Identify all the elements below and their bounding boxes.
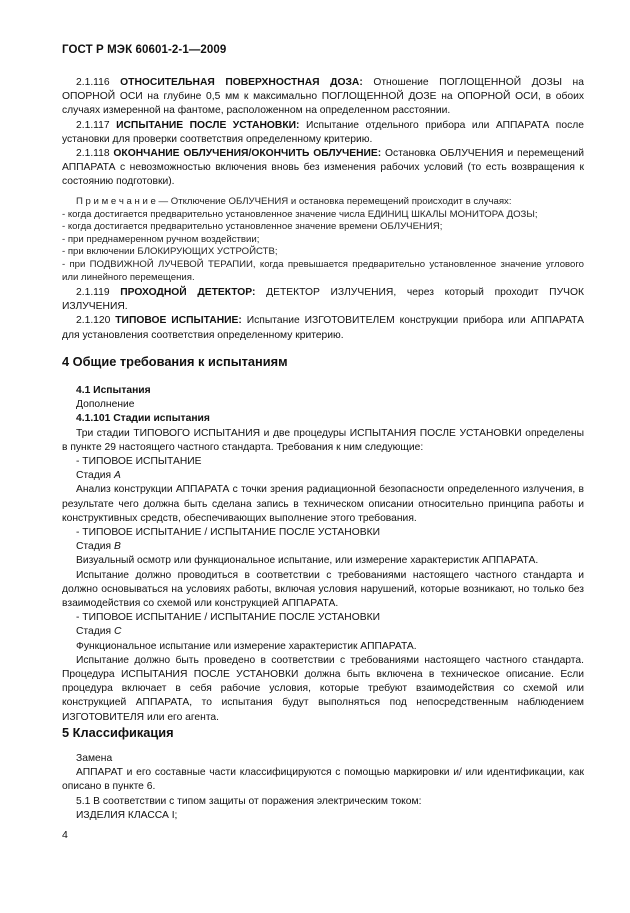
stage-c-type: - ТИПОВОЕ ИСПЫТАНИЕ / ИСПЫТАНИЕ ПОСЛЕ УСТАНОВКИ: [76, 612, 380, 624]
definition-text: Испытание отдельного прибора или АППАРАТА после установки для проверки соответствия определенному критерию.: [62, 119, 584, 145]
definition-number: 2.1.116: [76, 77, 110, 88]
stage-word: Стадия: [76, 626, 112, 638]
definition-text: Остановка ОБЛУЧЕНИЯ и перемещений АППАРАТА с невозможностью включения вновь без изменения рабочих условий (то есть возвращения к состоянию подготовки).: [62, 148, 584, 188]
document-header: ГОСТ Р МЭК 60601-2-1—2009: [62, 44, 227, 56]
stages-intro: Три стадии ТИПОВОГО ИСПЫТАНИЯ и две процедуры ИСПЫТАНИЯ ПОСЛЕ УСТАНОВКИ определены в пункте 29 настоящего частного стандарта. Требования к ним следующие:: [62, 427, 584, 453]
subsection-4-1-101-title: 4.1.101 Стадии испытания: [76, 413, 210, 425]
stage-letter: А: [113, 470, 121, 482]
definition-term: ОКОНЧАНИЕ ОБЛУЧЕНИЯ/ОКОНЧИТЬ ОБЛУЧЕНИЕ:: [113, 148, 382, 160]
stage-c-text-1: Функциональное испытание или измерение характеристик АППАРАТА.: [76, 640, 417, 652]
definition-2-1-120: [62, 314, 584, 342]
page-number: 4: [62, 829, 68, 841]
section-4-title: 4 Общие требования к испытаниям: [62, 354, 288, 369]
note-item: - когда достигается предварительно установленное значение числа ЕДИНИЦ ШКАЛЫ МОНИТОРА ДОЗЫ;: [62, 208, 538, 220]
stage-word: Стадия: [76, 541, 112, 553]
definition-term: ТИПОВОЕ ИСПЫТАНИЕ:: [115, 315, 242, 327]
definition-2-1-118: [62, 147, 584, 190]
section-5-body: [62, 752, 584, 823]
stage-letter: В: [113, 541, 121, 553]
section-4-body: [62, 384, 584, 725]
definition-text: ДЕТЕКТОР ИЗЛУЧЕНИЯ, через который проходит ПУЧОК ИЗЛУЧЕНИЯ.: [62, 287, 584, 313]
stage-a-text: Анализ конструкции АППАРАТА с точки зрения радиационной безопасности определенного излучения, в результате чего должна быть сделана запись в техническом описании относительно принципа работы и конструктивных средств, обеспечивающих выполнение этого требования.: [62, 484, 584, 524]
definitions-block-2: [62, 286, 584, 343]
subsection-4-1-title: 4.1 Испытания: [76, 385, 151, 396]
definition-text: Отношение ПОГЛОЩЕННОЙ ДОЗЫ на ОПОРНОЙ ОСИ на глубине 0,5 мм к максимально ПОГЛОЩЕННОЙ ДОЗЕ на ОПОРНОЙ ОСИ, в обоих случаях измеренной на фантоме, расположенном на определенном расстоянии.: [62, 77, 584, 117]
definition-number: 2.1.117: [76, 119, 110, 131]
definition-2-1-119: [62, 286, 584, 314]
stage-c-label: [62, 625, 584, 639]
section-5: [62, 725, 584, 740]
section-5-text-1: АППАРАТ и его составные части классифицируются с помощью маркировки и/ или идентификации, как описано в пункте 6.: [62, 767, 584, 793]
definition-text: Испытание ИЗГОТОВИТЕЛЕМ конструкции прибора или АППАРАТА для установления соответствия определенному критерию.: [62, 315, 584, 341]
stage-b-text-1: Визуальный осмотр или функциональное испытание, или измерение характеристик АППАРАТА.: [76, 555, 539, 567]
stage-b-label: [62, 540, 584, 554]
section-5-title: 5 Классификация: [62, 725, 174, 740]
note-lead: П р и м е ч а н и е — Отключение ОБЛУЧЕНИЯ и остановка перемещений происходит в случаях:: [76, 196, 512, 207]
definition-term: ПРОХОДНОЙ ДЕТЕКТОР:: [120, 287, 256, 298]
definition-term: ИСПЫТАНИЕ ПОСЛЕ УСТАНОВКИ:: [116, 119, 300, 131]
stage-b-type: - ТИПОВОЕ ИСПЫТАНИЕ / ИСПЫТАНИЕ ПОСЛЕ УСТАНОВКИ: [76, 527, 380, 539]
stage-a-label: [62, 469, 584, 483]
section-5-text-3: ИЗДЕЛИЯ КЛАССА I;: [76, 809, 178, 821]
note-item: - при включении БЛОКИРУЮЩИХ УСТРОЙСТВ;: [62, 246, 278, 258]
note-block: [62, 196, 584, 284]
stage-c-text-2: Испытание должно быть проведено в соответствии с требованиями настоящего частного стандарта. Процедура ИСПЫТАНИЯ ПОСЛЕ УСТАНОВКИ должна быть включена в техническое описание. Если процедура включает в себя рабочие условия, которые требуют взаимодействия со схемой или конструкцией АППАРАТА, то испытания будут выполняться под непосредственным наблюдением ИЗГОТОВИТЕЛЯ или его агента.: [62, 654, 584, 723]
note-item: - при ПОДВИЖНОЙ ЛУЧЕВОЙ ТЕРАПИИ, когда превышается предварительно установленное значение углового или линейного перемещения.: [62, 258, 584, 283]
note-item: - когда достигается предварительно установленное значение времени ОБЛУЧЕНИЯ;: [62, 221, 443, 233]
definition-number: 2.1.119: [76, 287, 110, 298]
section-5-text-2: 5.1 В соответствии с типом защиты от поражения электрическим током:: [76, 795, 422, 807]
note-item: - при преднамеренном ручном воздействии;: [62, 233, 260, 245]
definition-number: 2.1.120: [76, 315, 111, 327]
stage-word: Стадия: [76, 470, 112, 482]
definition-2-1-116: [62, 76, 584, 119]
section-5-replace: Замена: [76, 753, 113, 764]
stage-a-type: - ТИПОВОЕ ИСПЫТАНИЕ: [76, 456, 202, 468]
stage-b-text-2: Испытание должно проводиться в соответствии с требованиями настоящего частного стандарта и должно основываться на условиях работы, включая условия нарушений, которые возникают, но только без взаимодействия со схемой или конструкцией АППАРАТА.: [62, 569, 584, 610]
definition-term: ОТНОСИТЕЛЬНАЯ ПОВЕРХНОСТНАЯ ДОЗА:: [120, 77, 363, 88]
stage-letter: С: [113, 626, 122, 638]
subsection-4-1-text: Дополнение: [76, 399, 135, 411]
definition-number: 2.1.118: [76, 148, 110, 160]
definition-2-1-117: [62, 119, 584, 147]
definitions-block-1: [62, 76, 584, 190]
section-4: [62, 354, 584, 369]
